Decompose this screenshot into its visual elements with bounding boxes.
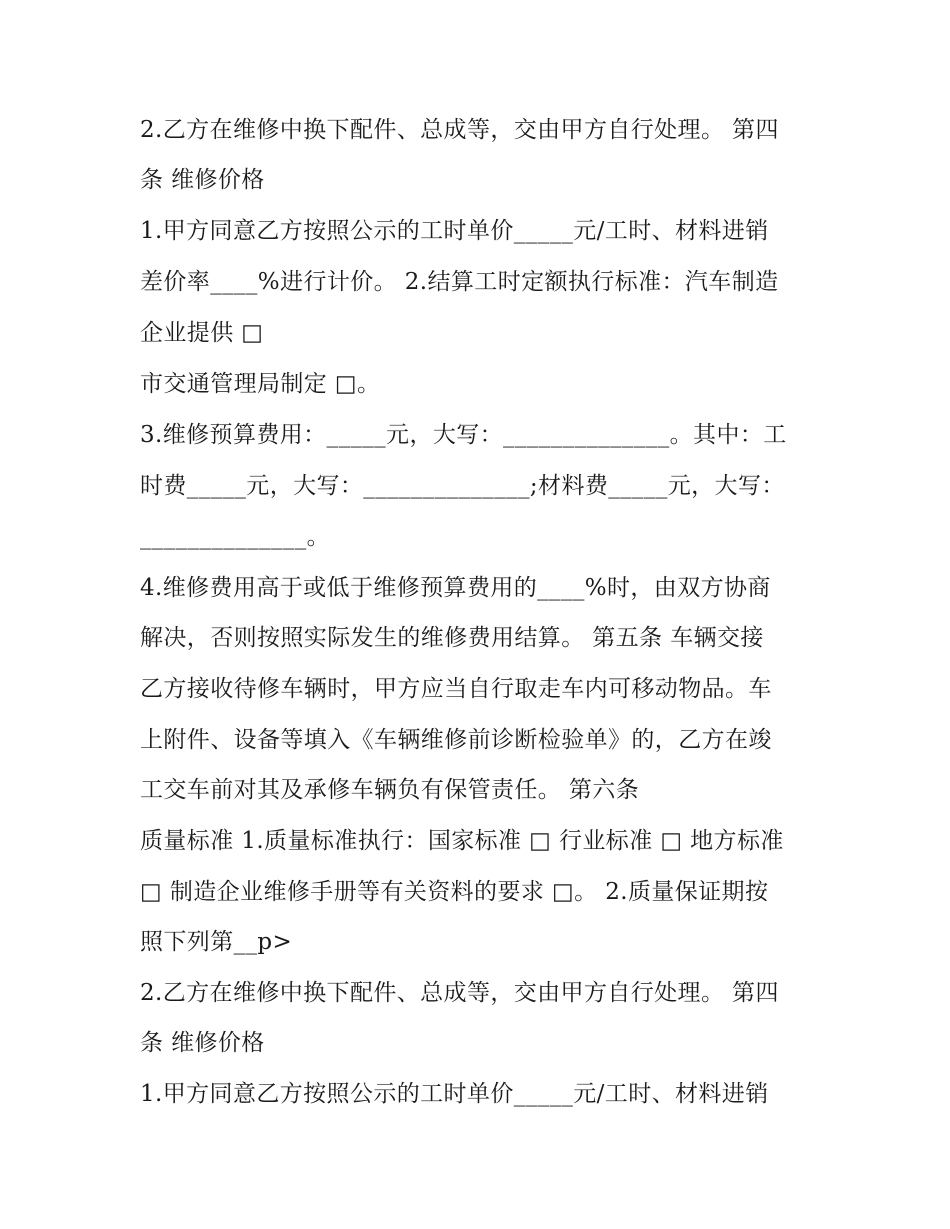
text-line: 工交车前对其及承修车辆负有保管责任。 第六条 [140, 777, 640, 803]
text-line: 3.维修预算费用：_____元，大写：______________。其中：工 [140, 422, 787, 448]
text-line: 条 维修价格 [140, 167, 265, 193]
text-line: 照下列第__p> [140, 929, 293, 955]
text-line: 上附件、设备等填入《车辆维修前诊断检验单》的，乙方在竣 [140, 727, 772, 753]
text-line: 条 维修价格 [140, 1030, 265, 1056]
text-line: 2.乙方在维修中换下配件、总成等，交由甲方自行处理。 第四 [140, 117, 779, 143]
text-line: □ 制造企业维修手册等有关资料的要求 □。 2.质量保证期按 [140, 879, 769, 905]
text-line: 乙方接收待修车辆时，甲方应当自行取走车内可移动物品。车 [140, 676, 772, 702]
text-line: 2.乙方在维修中换下配件、总成等，交由甲方自行处理。 第四 [140, 980, 779, 1006]
text-line: 企业提供 □ [140, 320, 264, 346]
text-line: 市交通管理局制定 □。 [140, 371, 381, 397]
text-line: 质量标准 1.质量标准执行：国家标准 □ 行业标准 □ 地方标准 [140, 828, 784, 854]
text-line: 1.甲方同意乙方按照公示的工时单价_____元/工时、材料进销 [140, 1081, 769, 1107]
text-line: 4.维修费用高于或低于维修预算费用的____%时，由双方协商 [140, 575, 771, 601]
text-line: 解决，否则按照实际发生的维修费用结算。 第五条 车辆交接 [140, 625, 764, 651]
text-line: 1.甲方同意乙方按照公示的工时单价_____元/工时、材料进销 [140, 218, 769, 244]
text-line: 时费_____元，大写：______________;材料费_____元，大写： [140, 473, 785, 499]
text-line: 差价率____%进行计价。 2.结算工时定额执行标准：汽车制造 [140, 269, 779, 295]
text-line: ______________。 [140, 524, 330, 550]
